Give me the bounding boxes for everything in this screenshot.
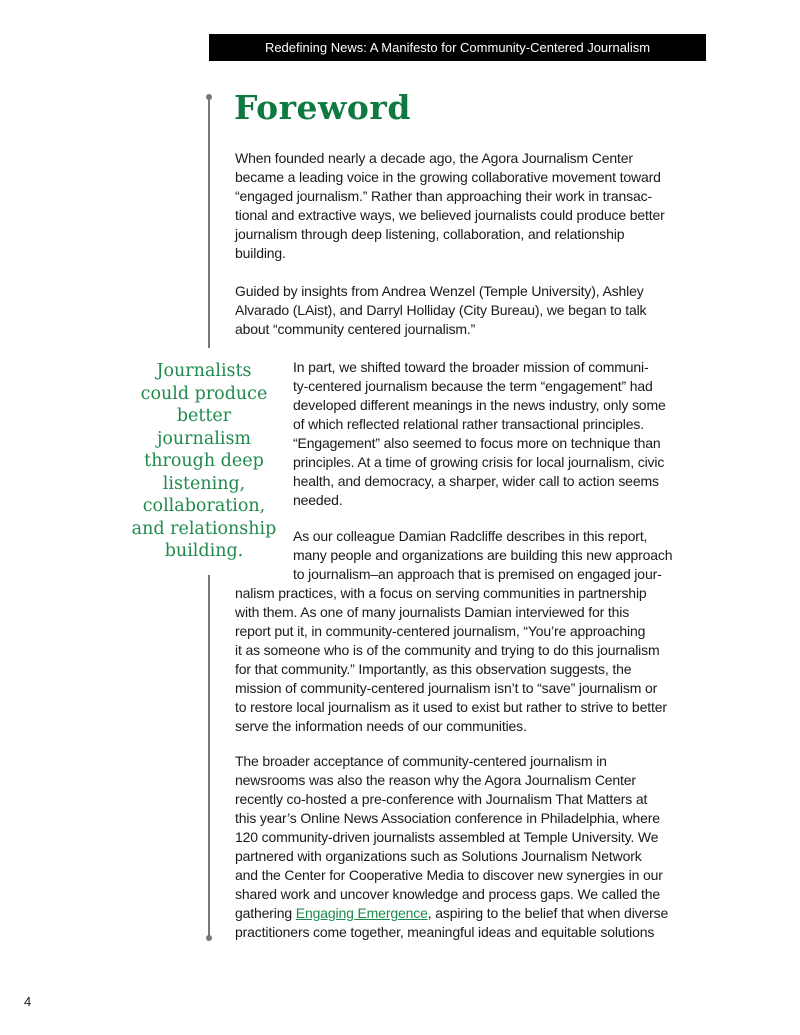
- page-title: Foreword: [234, 88, 411, 127]
- paragraph-1: [235, 149, 665, 263]
- margin-rule-bottom: [208, 575, 210, 938]
- text-line: principles. At a time of growing crisis for local journalism, civic: [293, 454, 665, 470]
- text-line: When founded nearly a decade ago, the Agora Journalism Center: [235, 150, 633, 166]
- text-line: “Engagement” also seemed to focus more on technique than: [293, 435, 661, 451]
- text-line: recently co-hosted a pre-conference with Journalism That Matters at: [235, 791, 648, 807]
- text-line: tional and extractive ways, we believed journalists could produce better: [235, 207, 665, 223]
- text-line: nalism practices, with a focus on serving communities in partnership: [235, 585, 647, 601]
- rule-dot: [206, 935, 212, 941]
- text-line: journalism: [156, 428, 252, 449]
- text-line: 120 community-driven journalists assembled at Temple University. We: [235, 829, 659, 845]
- text-line: developed different meanings in the news industry, only some: [293, 397, 666, 413]
- margin-rule-top: [208, 97, 210, 348]
- text-line: needed.: [293, 492, 343, 508]
- paragraph-2: [235, 282, 646, 339]
- text-line: through deep: [144, 451, 264, 471]
- text-line: building.: [164, 541, 244, 561]
- text-line: As our colleague Damian Radcliffe describes in this report,: [293, 528, 648, 544]
- text-line: and the Center for Cooperative Media to discover new synergies in our: [235, 867, 663, 883]
- text-line: and relationship: [131, 518, 277, 539]
- text-line: better: [176, 406, 232, 426]
- paragraph-4-cont: [235, 584, 667, 736]
- text-line: [235, 904, 668, 923]
- text-line: partnered with organizations such as Solutions Journalism Network: [235, 848, 642, 864]
- rule-dot: [206, 94, 212, 100]
- text-line: Guided by insights from Andrea Wenzel (Temple University), Ashley: [235, 283, 644, 299]
- text-line: it as someone who is of the community and trying to do this journalism: [235, 642, 660, 658]
- text-line: could produce: [140, 383, 268, 404]
- running-header: Redefining News: A Manifesto for Community-Centered Journalism: [209, 34, 706, 61]
- paragraph-4-start: [293, 527, 672, 584]
- text-line: building.: [235, 245, 286, 261]
- text: gathering: [235, 905, 296, 921]
- text-line: this year’s Online News Association conference in Philadelphia, where: [235, 810, 660, 826]
- text-line: became a leading voice in the growing collaborative movement toward: [235, 169, 661, 185]
- page-number: 4: [24, 994, 32, 1009]
- text-line: many people and organizations are building this new approach: [293, 547, 673, 563]
- text-line: Journalists: [156, 361, 252, 381]
- text-line: practitioners come together, meaningful ideas and equitable solutions: [235, 924, 655, 940]
- text-line: newsrooms was also the reason why the Agora Journalism Center: [235, 772, 636, 788]
- text-line: to restore local journalism as it used to exist but rather to strive to better: [235, 699, 667, 715]
- text-line: with them. As one of many journalists Damian interviewed for this: [235, 604, 630, 620]
- text-line: health, and democracy, a sharper, wider call to action seems: [293, 473, 659, 489]
- text-line: collaboration,: [142, 496, 266, 516]
- text: , aspiring to the belief that when diverse: [427, 905, 669, 921]
- engaging-emergence-link[interactable]: Engaging Emergence: [295, 905, 428, 921]
- text-line: The broader acceptance of community-centered journalism in: [235, 753, 607, 769]
- text-line: about “community centered journalism.”: [235, 321, 476, 337]
- text-line: of which reflected relational rather transactional principles.: [293, 416, 644, 432]
- text-line: ty-centered journalism because the term “engagement” had: [293, 378, 653, 394]
- text-line: report put it, in community-centered journalism, “You’re approaching: [235, 623, 646, 639]
- text-line: Alvarado (LAist), and Darryl Holliday (City Bureau), we began to talk: [235, 302, 647, 318]
- text-line: In part, we shifted toward the broader mission of communi-: [293, 359, 649, 375]
- text-line: to journalism–an approach that is premised on engaged jour-: [293, 566, 662, 582]
- paragraph-5: [235, 752, 668, 942]
- pull-quote: [126, 360, 282, 563]
- text-line: “engaged journalism.” Rather than approaching their work in transac-: [235, 188, 653, 204]
- text-line: shared work and uncover knowledge and process gaps. We called the: [235, 886, 661, 902]
- text-line: serve the information needs of our communities.: [235, 718, 527, 734]
- text-line: for that community.” Importantly, as this observation suggests, the: [235, 661, 632, 677]
- text-line: journalism through deep listening, collaboration, and relationship: [235, 226, 625, 242]
- paragraph-3: [293, 358, 666, 510]
- text-line: listening,: [162, 473, 246, 494]
- text-line: mission of community-centered journalism isn’t to “save” journalism or: [235, 680, 658, 696]
